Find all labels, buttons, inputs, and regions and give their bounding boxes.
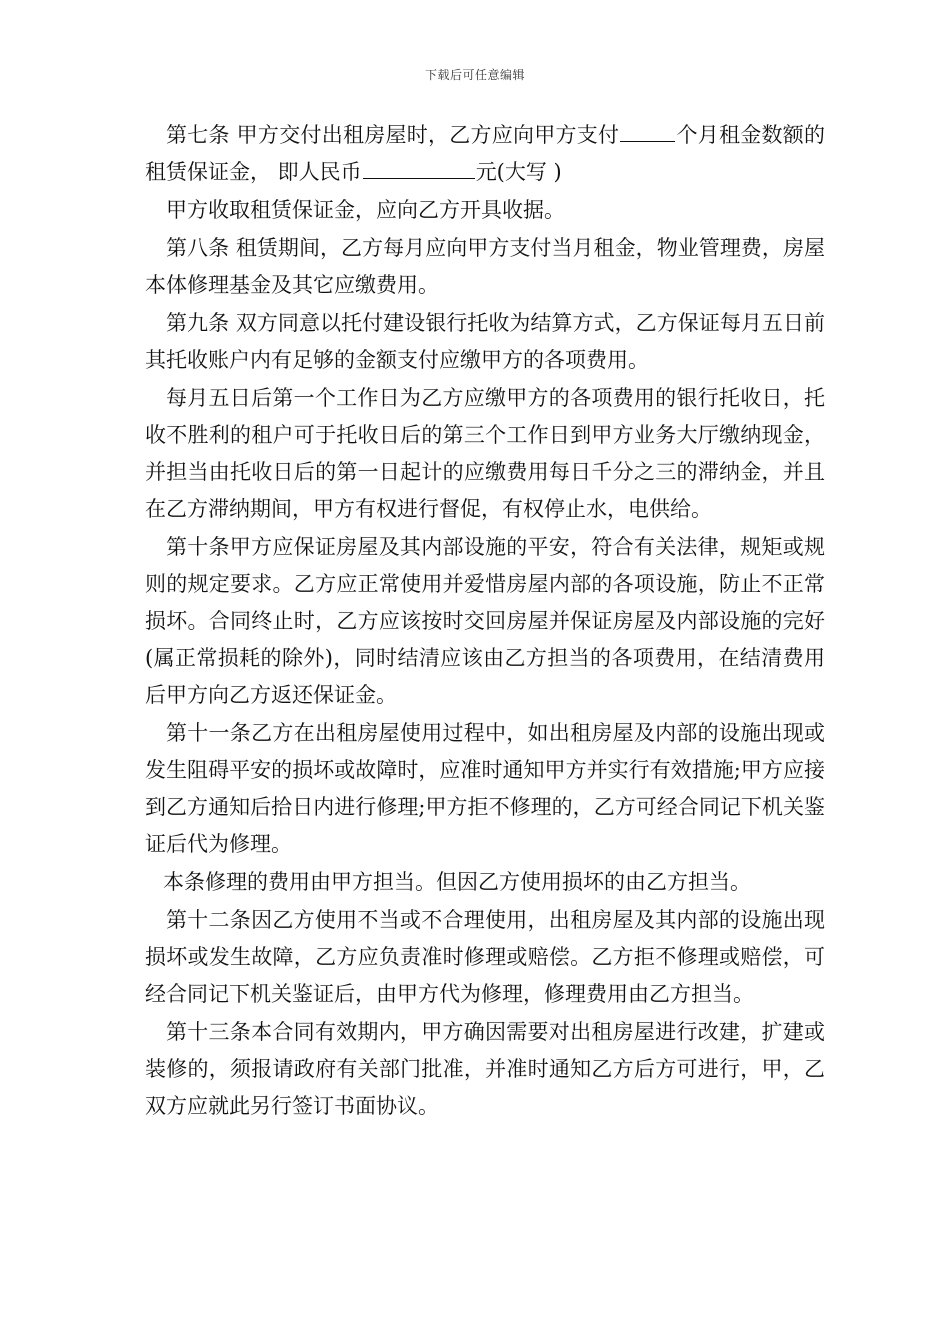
article-7-text-3: 元(大写 ) — [475, 160, 562, 184]
article-9-late-fee: 每月五日后第一个工作日为乙方应缴甲方的各项费用的银行托收日，托收不胜利的租户可于托收日后的第三个工作日到甲方业务大厅缴纳现金，并担当由托收日后的第一日起计的应缴费用每日千分之三的滞纳金，并且在乙方滞纳期间，甲方有权进行督促，有权停止水，电供给。 — [145, 386, 825, 521]
article-9: 第九条 双方同意以托付建设银行托收为结算方式，乙方保证每月五日前其托收账户内有足够的金额支付应缴甲方的各项费用。 — [145, 311, 825, 372]
article-7 — [145, 117, 825, 191]
article-7-text-2: 个月租金数额的租赁保证金， 即人民币 — [145, 123, 825, 184]
months-blank — [620, 119, 675, 142]
article-11-cost: 本条修理的费用由甲方担当。但因乙方使用损坏的由乙方担当。 — [163, 870, 751, 894]
article-11: 第十一条乙方在出租房屋使用过程中，如出租房屋及内部的设施出现或发生阻碍平安的损坏或故障时，应准时通知甲方并实行有效措施;甲方应接到乙方通知后拾日内进行修理;甲方拒不修理的，乙方可经合同记下机关鉴证后代为修理。 — [145, 721, 825, 856]
article-7-text-1: 第七条 甲方交付出租房屋时，乙方应向甲方支付 — [166, 123, 620, 147]
article-10: 第十条甲方应保证房屋及其内部设施的平安，符合有关法律，规矩或规则的规定要求。乙方应正常使用并爱惜房屋内部的各项设施，防止不正常损坏。合同终止时，乙方应该按时交回房屋并保证房屋及内部设施的完好(属正常损耗的除外)，同时结清应该由乙方担当的各项费用，在结清费用后甲方向乙方返还保证金。 — [145, 535, 825, 707]
article-12: 第十二条因乙方使用不当或不合理使用，出租房屋及其内部的设施出现损坏或发生故障，乙方应负责准时修理或赔偿。乙方拒不修理或赔偿，可经合同记下机关鉴证后，由甲方代为修理，修理费用由乙方担当。 — [145, 908, 825, 1006]
amount-blank — [363, 156, 475, 179]
header-note: 下载后可任意编辑 — [424, 68, 525, 82]
document-body — [145, 117, 825, 1126]
article-13: 第十三条本合同有效期内，甲方确因需要对出租房屋进行改建，扩建或装修的，须报请政府有关部门批准，并准时通知乙方后方可进行，甲，乙双方应就此另行签订书面协议。 — [145, 1020, 825, 1118]
article-7-receipt: 甲方收取租赁保证金，应向乙方开具收据。 — [166, 198, 565, 222]
article-8: 第八条 租赁期间，乙方每月应向甲方支付当月租金，物业管理费，房屋本体修理基金及其它应缴费用。 — [145, 236, 825, 297]
